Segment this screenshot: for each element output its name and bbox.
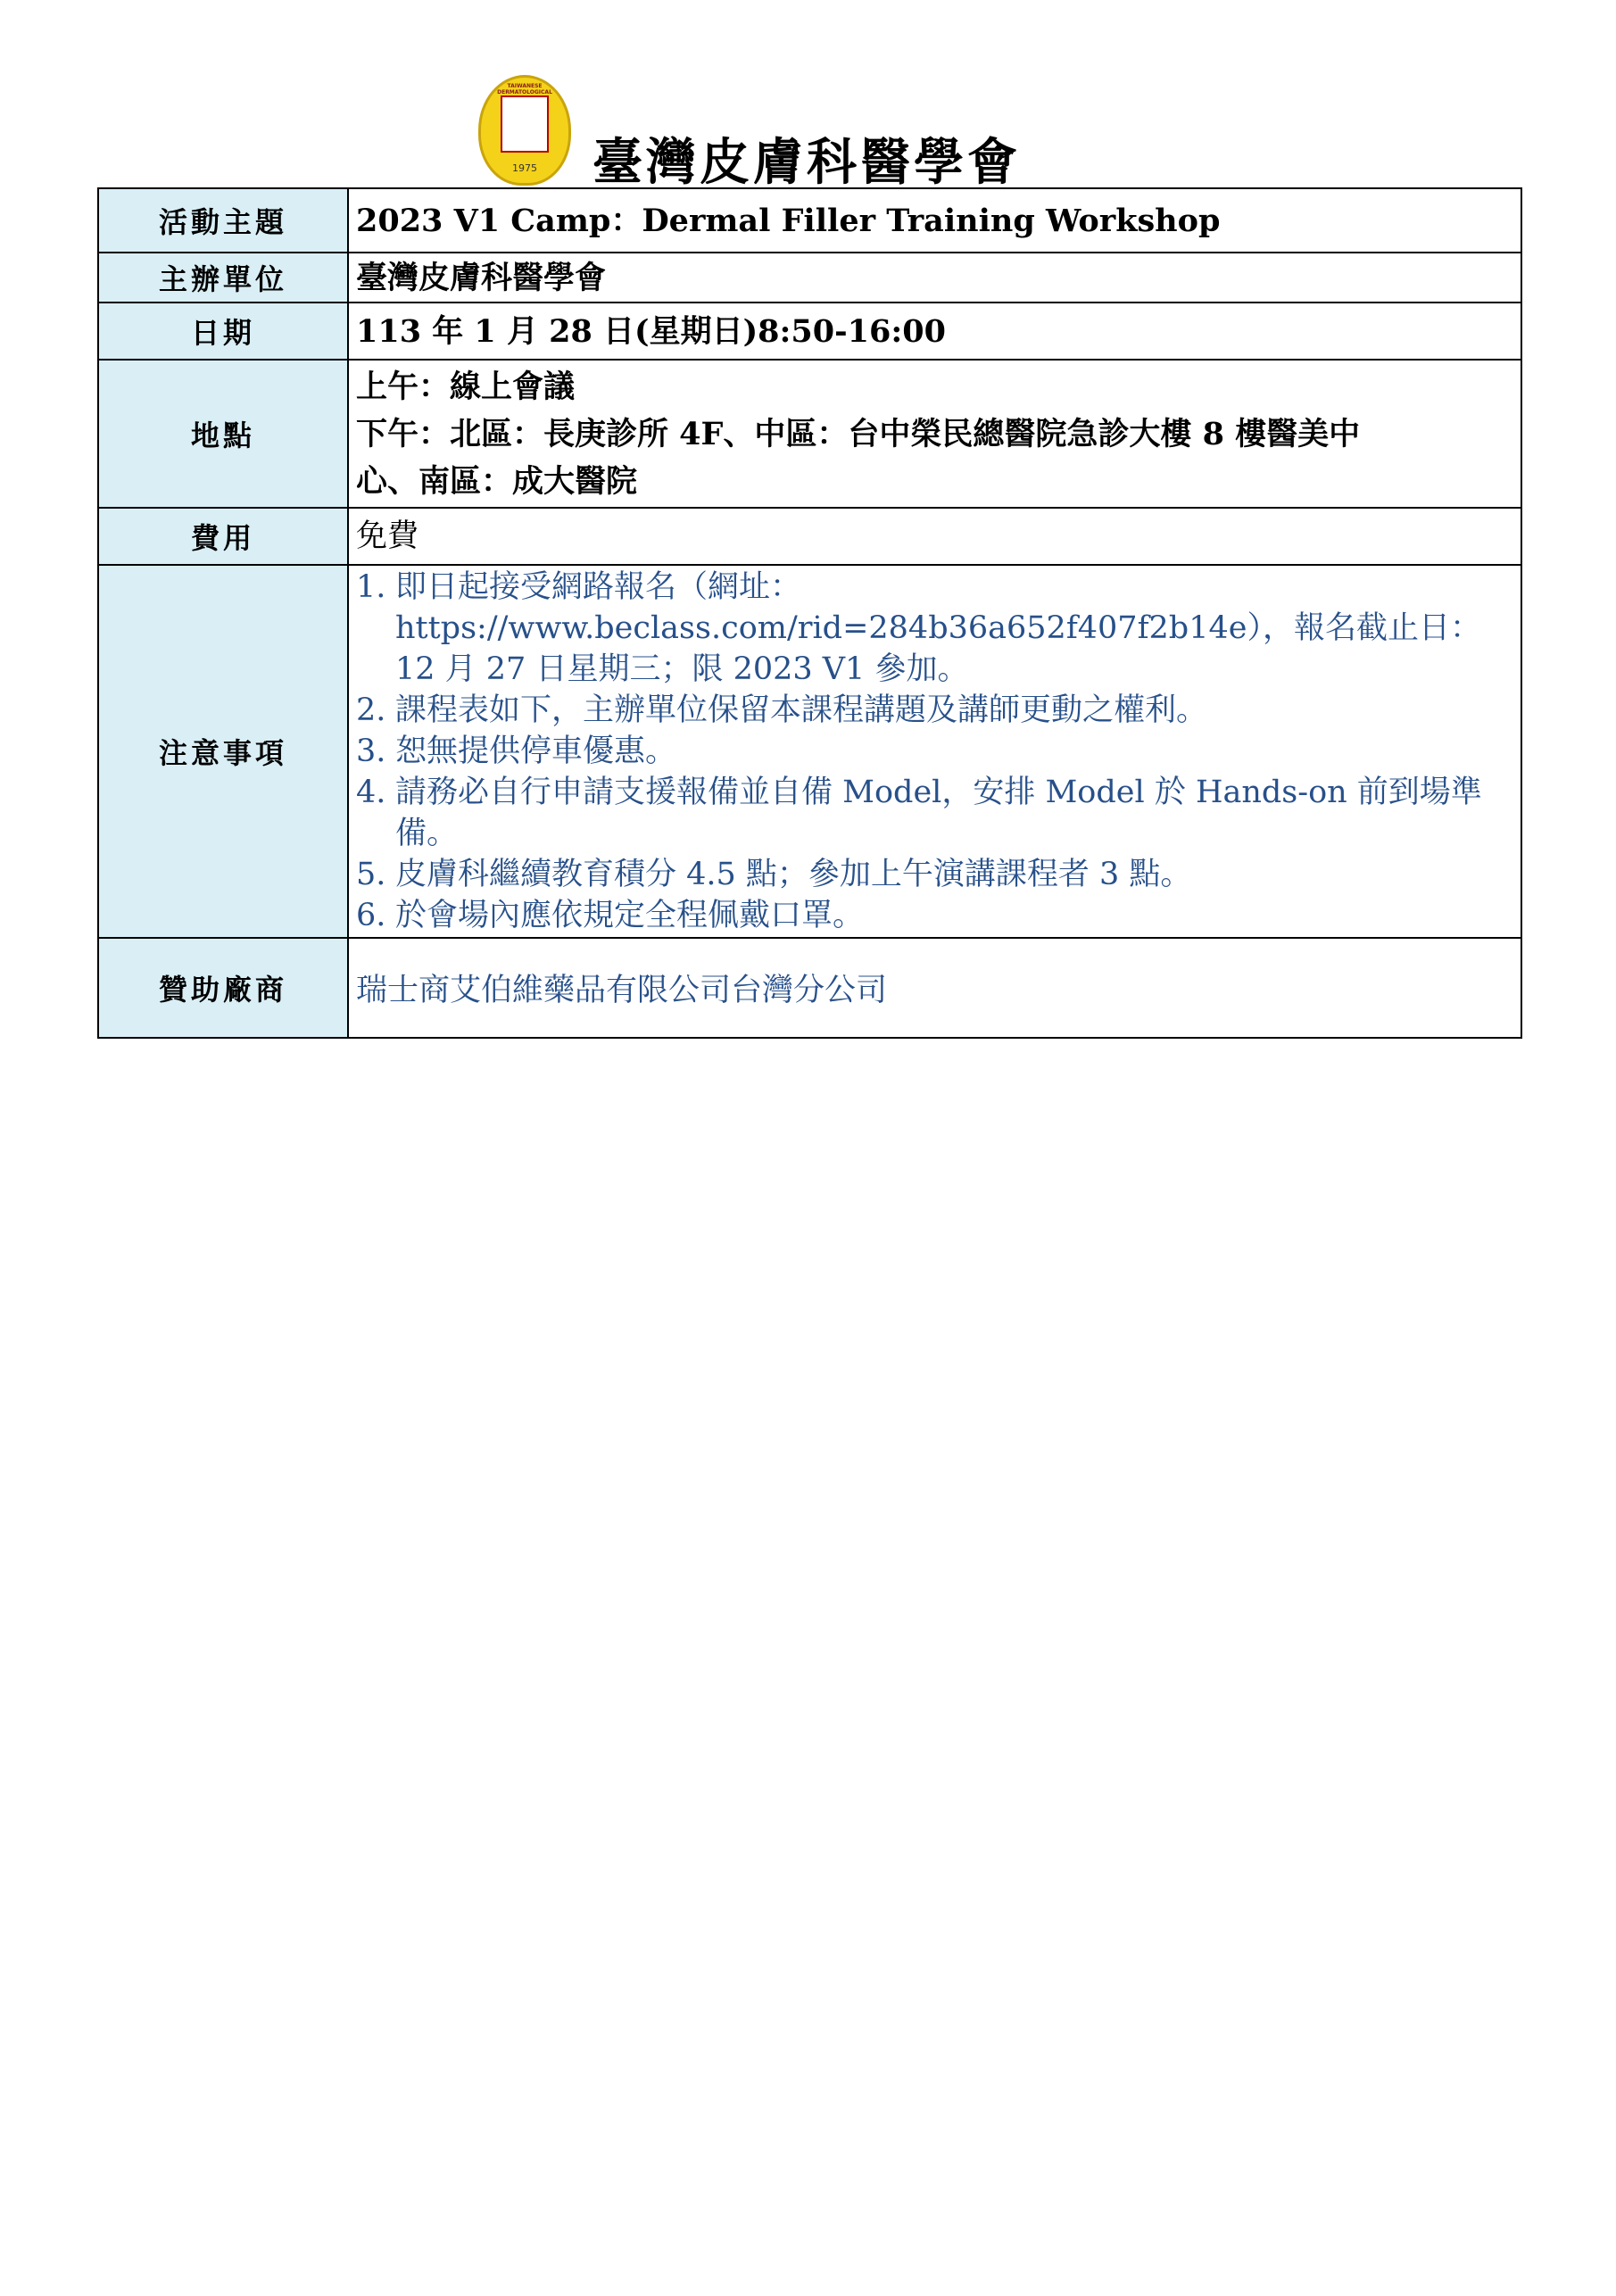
list-item: 6. 於會場內應依規定全程佩戴口罩。 xyxy=(356,898,865,933)
value-location xyxy=(348,360,1521,508)
location-afternoon-cont: 心、南區：成大醫院 xyxy=(356,462,638,500)
list-item: 5. 皮膚科繼續教育積分 4.5 點；參加上午演講課程者 3 點。 xyxy=(356,857,1192,892)
logo-ring-text: TAIWANESE DERMATOLOGICAL xyxy=(497,83,552,95)
table-row xyxy=(98,188,1521,253)
table-row xyxy=(98,303,1521,360)
logo-year: 1975 xyxy=(512,162,537,174)
label-notes: 注意事項 xyxy=(98,565,348,938)
table-row xyxy=(98,253,1521,303)
label-date: 日期 xyxy=(98,303,348,360)
page-header xyxy=(478,75,1049,192)
page-title: 臺灣皮膚科醫學會 xyxy=(593,133,1021,192)
event-info-table xyxy=(97,187,1522,1039)
value-organizer: 臺灣皮膚科醫學會 xyxy=(348,253,1521,303)
list-item: 3. 恕無提供停車優惠。 xyxy=(356,734,677,769)
label-sponsor: 贊助廠商 xyxy=(98,938,348,1038)
label-location: 地點 xyxy=(98,360,348,508)
label-fee: 費用 xyxy=(98,508,348,565)
value-topic: 2023 V1 Camp：Dermal Filler Training Workshop xyxy=(348,188,1521,253)
value-sponsor: 瑞士商艾伯維藥品有限公司台灣分公司 xyxy=(348,938,1521,1038)
notes-list xyxy=(348,565,1521,938)
location-morning: 上午：線上會議 xyxy=(356,368,576,405)
table-row xyxy=(98,360,1521,508)
value-fee: 免費 xyxy=(348,508,1521,565)
label-organizer: 主辦單位 xyxy=(98,253,348,303)
list-item: 2. 課程表如下，主辦單位保留本課程講題及講師更動之權利。 xyxy=(356,692,1208,728)
logo-emblem xyxy=(501,95,549,153)
table-row xyxy=(98,565,1521,938)
list-item: 4. 請務必自行申請支援報備並自備 Model，安排 Model 於 Hands-on 前到場準備。 xyxy=(356,775,1482,851)
value-date: 113 年 1 月 28 日(星期日)8:50-16:00 xyxy=(348,303,1521,360)
association-logo xyxy=(478,75,571,186)
list-item: 1. 即日起接受網路報名（網址：https://www.beclass.com/rid=284b36a652f407f2b14e），報名截止日：12 月 27 日星期三；限 2023 V1 參加。 xyxy=(356,569,1481,687)
label-topic: 活動主題 xyxy=(98,188,348,253)
table-row xyxy=(98,508,1521,565)
table-row xyxy=(98,938,1521,1038)
location-afternoon: 下午：北區：長庚診所 4F、中區：台中榮民總醫院急診大樓 8 樓醫美中 xyxy=(356,415,1361,452)
